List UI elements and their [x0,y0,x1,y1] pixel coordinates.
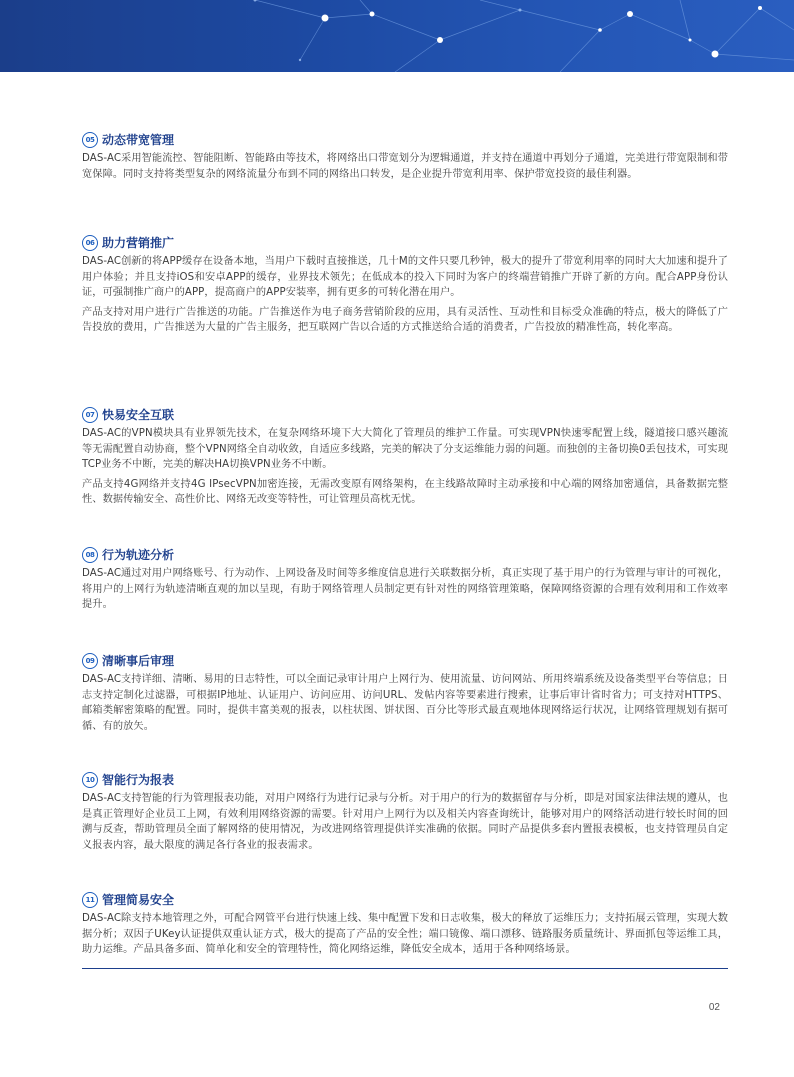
section-title: 行为轨迹分析 [102,548,175,562]
section-number-badge: 08 [82,547,98,563]
section-audit [82,652,728,734]
section-heading [82,131,728,149]
section-heading [82,546,728,564]
section-title: 助力营销推广 [102,236,175,250]
section-heading [82,406,728,424]
section-paragraph: DAS-AC的VPN模块具有业界领先技术，在复杂网络环境下大大简化了管理员的维护工作量。可实现VPN快速零配置上线，隧道接口感兴趣流等无需配置自动协商，整个VPN网络全自动收敛，自适应多线路，完美的解决了分支运维能力弱的问题。而独创的主备切换0丢包技术，可实现TCP业务不中断，完美的解决HA切换VPN业务不中断。 [82,428,728,471]
section-heading [82,891,728,909]
section-title: 动态带宽管理 [102,133,175,147]
header-banner [0,0,794,72]
section-heading [82,234,728,252]
section-paragraph: DAS-AC除支持本地管理之外，可配合网管平台进行快速上线、集中配置下发和日志收集，极大的释放了运维压力；支持拓展云管理，实现大数据分析；双因子UKey认证提供双重认证方式，极大的提高了产品的安全性；端口镜像、端口漂移、链路服务质量统计、界面抓包等运维工具，助力运维。产品具备多面、简单化和安全的管理特性，简化网络运维，降低安全成本，适用于各种网络场景。 [82,913,729,956]
section-paragraph: DAS-AC采用智能流控、智能阻断、智能路由等技术，将网络出口带宽划分为逻辑通道，并支持在通道中再划分子通道，完美进行带宽限制和带宽保障。同时支持将类型复杂的网络流量分布到不同的网络出口转发，是企业提升带宽利用率、保护带宽投资的最佳利器。 [82,153,729,180]
section-paragraph: DAS-AC支持智能的行为管理报表功能，对用户网络行为进行记录与分析。对于用户的行为的数据留存与分析，即是对国家法律法规的遵从，也是真正管理好企业员工上网，有效利用网络资源的需要。针对用户上网行为以及相关内容查询统计，能够对用户的网络活动进行较长时间的回溯与反查，帮助管理员全面了解网络的使用情况，为改进网络管理提供详实准确的依据。同时产品提供多套内置报表模板，也支持管理员自定义报表内容，最大限度的满足各行各业的报表需求。 [82,793,729,851]
section-number-badge: 10 [82,772,98,788]
section-number-badge: 07 [82,407,98,423]
section-number-badge: 06 [82,235,98,251]
section-paragraph: DAS-AC通过对用户网络账号、行为动作、上网设备及时间等多维度信息进行关联数据分析，真正实现了基于用户的行为管理与审计的可视化，将用户的上网行为轨迹清晰直观的加以呈现，有助于网络管理人员制定更有针对性的网络管理策略，保障网络资源的合理有效利用和工作效率提升。 [82,568,729,611]
page-number: 02 [708,1002,720,1013]
section-dynamic-bandwidth [82,131,728,182]
section-title: 智能行为报表 [102,773,175,787]
section-title: 清晰事后审理 [102,654,175,668]
section-title: 快易安全互联 [102,408,175,422]
section-paragraph: DAS-AC支持详细、清晰、易用的日志特性，可以全面记录审计用户上网行为、使用流量、访问网站、所用终端系统及设备类型平台等信息；日志支持定制化过滤器，可根据IP地址、认证用户、访问应用、访问URL、发帖内容等要素进行搜索，让事后审计省时省力；可支持对HTTPS、邮箱类解密策略的配置。同时，提供丰富美观的报表，以柱状图、饼状图、百分比等形式最直观地体现网络运行状况，让网络管理规划有据可循、有的放矢。 [82,674,729,732]
section-heading [82,771,728,789]
section-paragraph: 产品支持4G网络并支持4G IPsecVPN加密连接，无需改变原有网络架构，在主线路故障时主动承接和中心端的网络加密通信，具备数据完整性、数据传输安全、高性价比、网络无改变等特性，可让管理员高枕无忧。 [82,478,728,506]
section-secure-interconnect [82,406,728,508]
section-paragraph: 产品支持对用户进行广告推送的功能。广告推送作为电子商务营销阶段的应用，具有灵活性、互动性和目标受众准确的特点，极大的降低了广告投放的费用，广告推送为大量的广告主服务，把互联网广告以合适的方式推送给合适的消费者，广告投放的精准性高，转化率高。 [82,306,728,334]
network-pattern-graphic [0,0,794,72]
bottom-divider [82,968,728,969]
section-smart-reports [82,771,728,853]
section-simple-management [82,891,728,958]
section-number-badge: 09 [82,653,98,669]
section-number-badge: 05 [82,132,98,148]
section-behavior-trace [82,546,728,613]
section-number-badge: 11 [82,892,98,908]
section-marketing-promotion [82,234,728,336]
section-paragraph: DAS-AC创新的将APP缓存在设备本地，当用户下载时直接推送，几十M的文件只要几秒钟，极大的提升了带宽利用率的同时大大加速和提升了用户体验；并且支持iOS和安卓APP的缓存，业界技术领先；在低成本的投入下同时为客户的终端营销推广开辟了新的方向。配合APP身份认证，可强制推广商户的APP，提高商户的APP安装率，拥有更多的可转化潜在用户。 [82,256,728,299]
section-heading [82,652,728,670]
section-title: 管理简易安全 [102,893,175,907]
